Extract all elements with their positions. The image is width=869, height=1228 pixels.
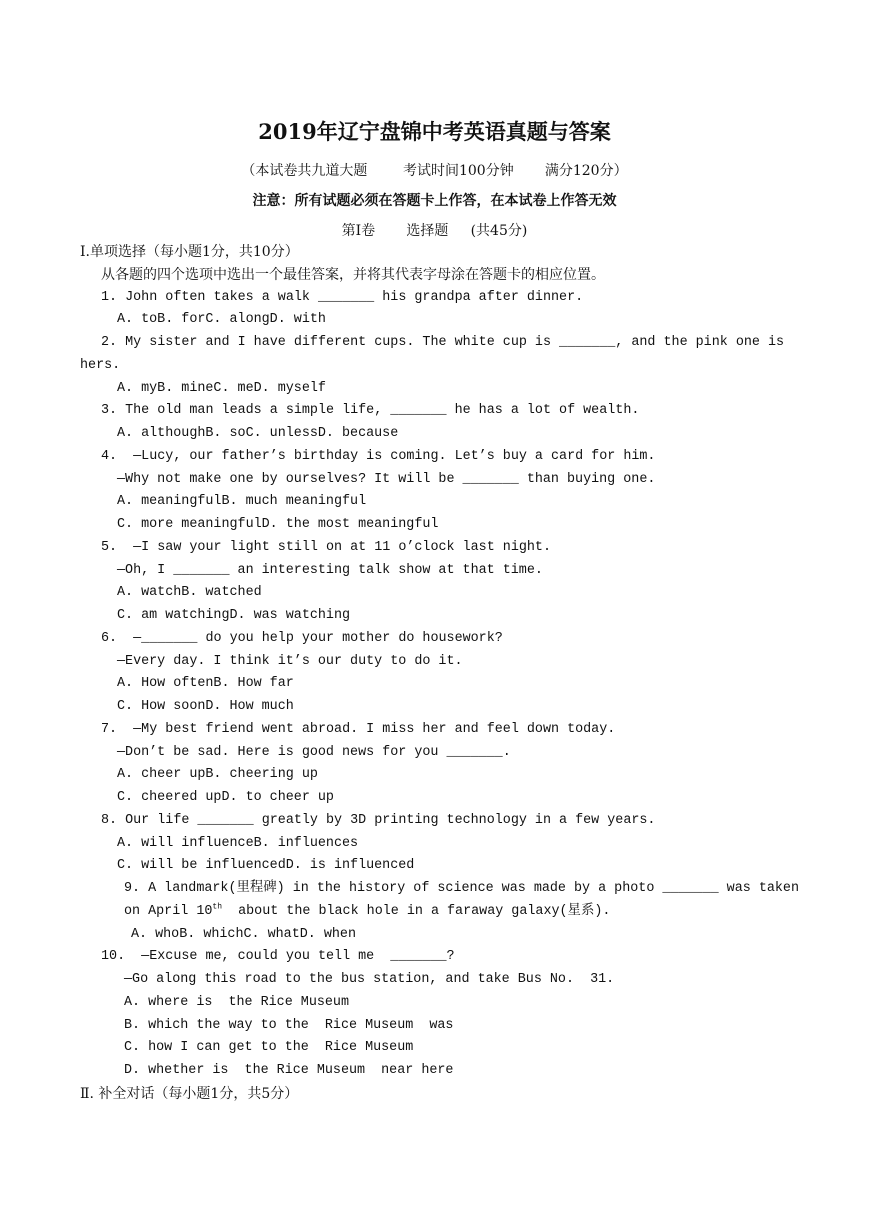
q9-stem2 — [124, 903, 610, 921]
section1-title: Ⅰ.单项选择（每小题1分，共10分） — [80, 244, 299, 260]
q10-option-b: B. which the way to the Rice Museum was — [124, 1018, 454, 1033]
q7-options-cd: C. cheered upD. to cheer up — [117, 790, 334, 805]
notice: 注意：所有试题必须在答题卡上作答，在本试卷上作答无效 — [252, 193, 617, 209]
q9-ordinal-suffix: th — [212, 902, 223, 912]
q10-stem: 10. —Excuse me, could you tell me _______? — [101, 949, 455, 964]
part1-header: 第Ⅰ卷 选择题 (共45分) — [341, 223, 528, 239]
q1-options: A. toB. forC. alongD. with — [117, 312, 326, 327]
q10-option-d: D. whether is the Rice Museum near here — [124, 1063, 454, 1078]
q6-options-cd: C. How soonD. How much — [117, 699, 294, 714]
q4-stem2: —Why not make one by ourselves? It will be _______ than buying one. — [117, 472, 656, 487]
q7-stem2: —Don’t be sad. Here is good news for you _______. — [117, 745, 511, 760]
q8-options-ab: A. will influenceB. influences — [117, 836, 359, 851]
q4-options-ab: A. meaningfulB. much meaningful — [117, 494, 367, 509]
q4-stem: 4. —Lucy, our father’s birthday is coming. Let’s buy a card for him. — [101, 449, 656, 464]
q8-stem: 8. Our life _______ greatly by 3D printing technology in a few years. — [101, 813, 656, 828]
q4-options-cd: C. more meaningfulD. the most meaningful — [117, 517, 439, 532]
q7-stem: 7. —My best friend went abroad. I miss her and feel down today. — [101, 722, 616, 737]
q2-stem: 2. My sister and I have different cups. The white cup is _______, and the pink one is — [101, 335, 785, 350]
q9-options: A. whoB. whichC. whatD. when — [131, 927, 356, 942]
exam-info: （本试卷共九道大题 考试时间100分钟 满分120分） — [241, 163, 628, 179]
q6-stem2: —Every day. I think it’s our duty to do it. — [117, 654, 463, 669]
page-title: 2019年辽宁盘锦中考英语真题与答案 — [258, 119, 611, 144]
q5-stem: 5. —I saw your light still on at 11 o’clock last night. — [101, 540, 551, 555]
q10-option-c: C. how I can get to the Rice Museum — [124, 1040, 414, 1055]
q2-stem-cont: hers. — [80, 358, 121, 373]
q5-options-ab: A. watchB. watched — [117, 585, 262, 600]
q1-stem: 1. John often takes a walk _______ his grandpa after dinner. — [101, 290, 584, 305]
q5-stem2: —Oh, I _______ an interesting talk show at that time. — [117, 563, 543, 578]
q5-options-cd: C. am watchingD. was watching — [117, 608, 351, 623]
q2-options: A. myB. mineC. meD. myself — [117, 381, 326, 396]
q6-options-ab: A. How oftenB. How far — [117, 676, 294, 691]
q6-stem: 6. —_______ do you help your mother do housework? — [101, 631, 503, 646]
q9-stem: 9. A landmark(里程碑) in the history of science was made by a photo _______ was taken — [124, 881, 799, 896]
q3-options: A. althoughB. soC. unlessD. because — [117, 426, 399, 441]
q8-options-cd: C. will be influencedD. is influenced — [117, 858, 415, 873]
section2-title: Ⅱ. 补全对话（每小题1分，共5分） — [80, 1086, 299, 1102]
q10-stem2: —Go along this road to the bus station, and take Bus No. 31. — [124, 972, 615, 987]
q9-date-text: on April 10 — [124, 904, 213, 919]
q7-options-ab: A. cheer upB. cheering up — [117, 767, 318, 782]
section1-instruction: 从各题的四个选项中选出一个最佳答案，并将其代表字母涂在答题卡的相应位置。 — [101, 267, 605, 283]
q3-stem: 3. The old man leads a simple life, _______ he has a lot of wealth. — [101, 403, 640, 418]
q9-stem2-rest: about the black hole in a faraway galaxy(星系). — [222, 904, 611, 919]
q10-option-a: A. where is the Rice Museum — [124, 995, 349, 1010]
